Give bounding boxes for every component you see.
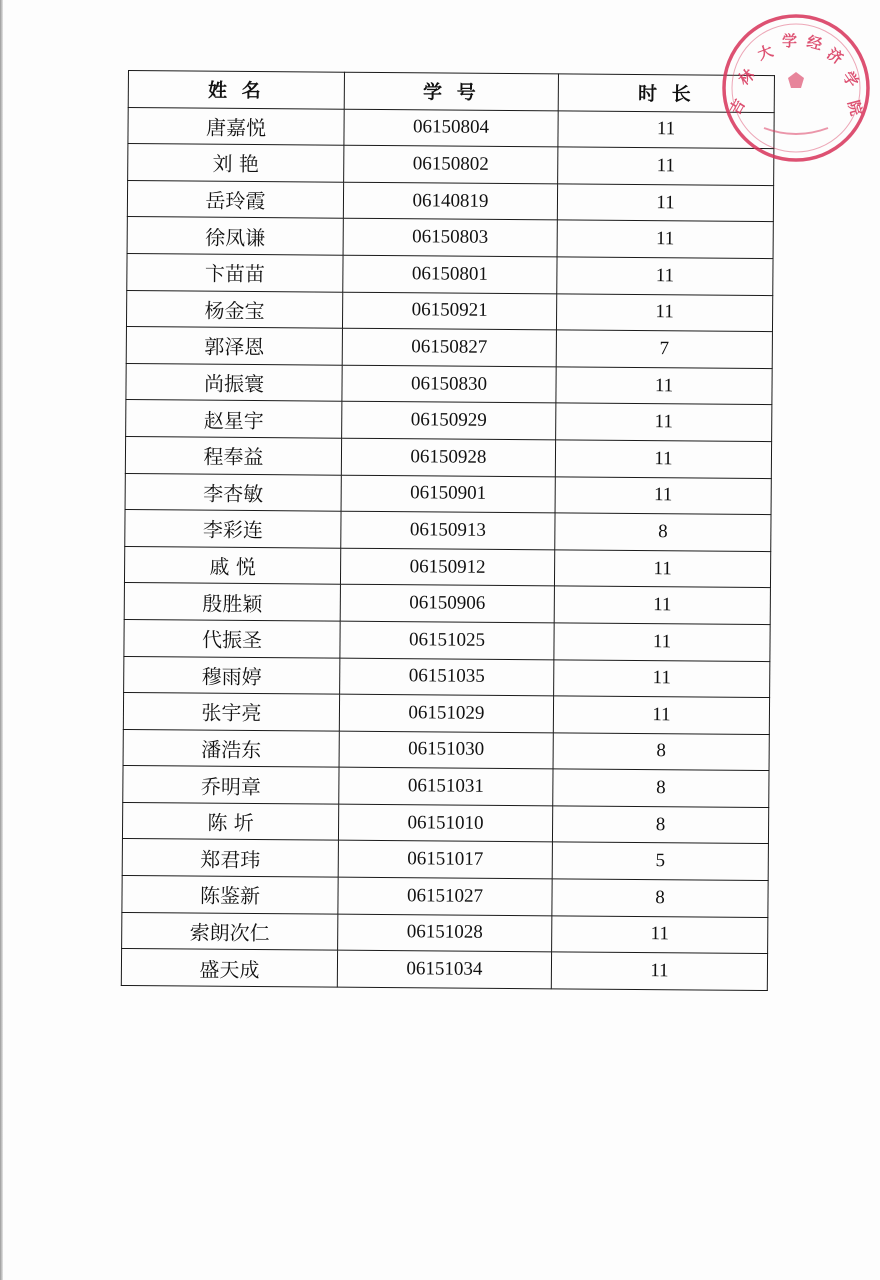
svg-text:大: 大 [755, 41, 776, 64]
student-id-cell: 06150906 [340, 584, 554, 622]
name-cell: 杨金宝 [126, 290, 342, 328]
student-id-cell: 06150912 [340, 548, 554, 586]
student-id-cell: 06140819 [343, 182, 557, 220]
hours-cell: 11 [553, 696, 769, 734]
hours-cell: 8 [552, 879, 768, 917]
student-id-cell: 06150901 [341, 475, 555, 513]
student-id-cell: 06151031 [339, 767, 553, 805]
student-id-cell: 06151028 [338, 914, 552, 952]
table-row [125, 473, 771, 515]
table-row [123, 693, 769, 735]
name-cell: 刘 艳 [128, 144, 344, 182]
name-cell: 岳玲霞 [127, 180, 343, 218]
hours-cell: 11 [555, 476, 771, 514]
student-id-cell: 06151034 [337, 950, 551, 988]
hours-cell: 11 [556, 367, 772, 405]
student-id-cell: 06150802 [344, 145, 558, 183]
student-id-cell: 06150803 [343, 219, 557, 257]
name-cell: 代振圣 [124, 619, 340, 657]
page-edge-shadow [0, 0, 3, 1280]
hours-cell: 11 [558, 110, 774, 148]
table-row [128, 144, 774, 186]
table-row [121, 949, 767, 991]
student-id-cell: 06150830 [342, 365, 556, 403]
hours-cell: 11 [554, 659, 770, 697]
student-id-cell: 06151027 [338, 877, 552, 915]
student-id-cell: 06150827 [342, 328, 556, 366]
hours-cell: 11 [554, 586, 770, 624]
student-id-cell: 06151017 [338, 841, 552, 879]
table-row [127, 180, 773, 222]
student-id-cell: 06150929 [342, 402, 556, 440]
hours-cell: 11 [557, 257, 773, 295]
student-id-cell: 06150804 [344, 109, 558, 147]
hours-cell: 8 [555, 513, 771, 551]
student-id-cell: 06151025 [340, 621, 554, 659]
name-cell: 卞苗苗 [127, 253, 343, 291]
name-cell: 潘浩东 [123, 729, 339, 767]
hours-cell: 8 [553, 769, 769, 807]
svg-text:济: 济 [823, 44, 847, 68]
table-row [123, 729, 769, 771]
svg-text:林: 林 [735, 65, 759, 90]
name-cell: 陈 圻 [122, 802, 338, 840]
name-cell: 索朗次仁 [122, 912, 338, 950]
svg-text:学: 学 [782, 32, 798, 50]
name-cell: 尚振寰 [126, 363, 342, 401]
student-id-cell: 06151010 [338, 804, 552, 842]
student-id-cell: 06150928 [341, 438, 555, 476]
hours-cell: 11 [555, 440, 771, 478]
name-cell: 戚 悦 [124, 546, 340, 584]
student-id-cell: 06150921 [342, 292, 556, 330]
name-cell: 殷胜颖 [124, 583, 340, 621]
table-row [124, 656, 770, 698]
table-body [121, 107, 774, 990]
table-row [125, 510, 771, 552]
table-row [126, 400, 772, 442]
table-row [125, 436, 771, 478]
table-row [124, 583, 770, 625]
name-cell: 郑君玮 [122, 839, 338, 877]
svg-text:经: 经 [804, 32, 825, 54]
hours-cell: 11 [554, 550, 770, 588]
svg-text:学: 学 [838, 67, 863, 91]
student-id-cell: 06151029 [339, 694, 553, 732]
table-row [122, 802, 768, 844]
name-cell: 赵星宇 [126, 400, 342, 438]
table-row [122, 876, 768, 918]
name-cell: 乔明章 [123, 766, 339, 804]
header-hours: 时 长 [558, 74, 774, 112]
hours-cell: 11 [554, 623, 770, 661]
hours-cell: 8 [553, 733, 769, 771]
student-id-cell: 06151030 [339, 731, 553, 769]
student-id-cell: 06150913 [341, 511, 555, 549]
table-row [122, 839, 768, 881]
table-row [126, 327, 772, 369]
table-row [126, 290, 772, 332]
hours-cell: 7 [556, 330, 772, 368]
table-header-row [128, 71, 774, 113]
student-id-cell: 06151035 [340, 658, 554, 696]
volunteer-hours-table [121, 70, 775, 991]
name-cell: 陈鉴新 [122, 876, 338, 914]
hours-cell: 11 [557, 220, 773, 258]
table-row [126, 363, 772, 405]
name-cell: 唐嘉悦 [128, 107, 344, 145]
table-row [124, 619, 770, 661]
table-row [127, 253, 773, 295]
table-row [127, 217, 773, 259]
hours-cell: 11 [557, 184, 773, 222]
table-row [124, 546, 770, 588]
name-cell: 郭泽恩 [126, 327, 342, 365]
name-cell: 徐凤谦 [127, 217, 343, 255]
hours-cell: 8 [552, 806, 768, 844]
svg-text:院: 院 [844, 98, 866, 118]
name-cell: 穆雨婷 [124, 656, 340, 694]
hours-cell: 11 [558, 147, 774, 185]
hours-cell: 11 [556, 293, 772, 331]
hours-cell: 11 [551, 952, 767, 990]
header-student-id: 学 号 [344, 72, 558, 110]
name-cell: 李彩连 [125, 510, 341, 548]
hours-cell: 11 [556, 403, 772, 441]
table-row [128, 107, 774, 149]
name-cell: 盛天成 [121, 949, 337, 987]
name-cell: 张宇亮 [123, 693, 339, 731]
name-cell: 李杏敏 [125, 473, 341, 511]
name-cell: 程奉益 [125, 436, 341, 474]
hours-cell: 11 [552, 916, 768, 954]
svg-text:吉: 吉 [725, 95, 749, 118]
table-row [122, 912, 768, 954]
header-name: 姓 名 [128, 71, 344, 109]
hours-cell: 5 [552, 842, 768, 880]
table-row [123, 766, 769, 808]
student-id-cell: 06150801 [343, 255, 557, 293]
